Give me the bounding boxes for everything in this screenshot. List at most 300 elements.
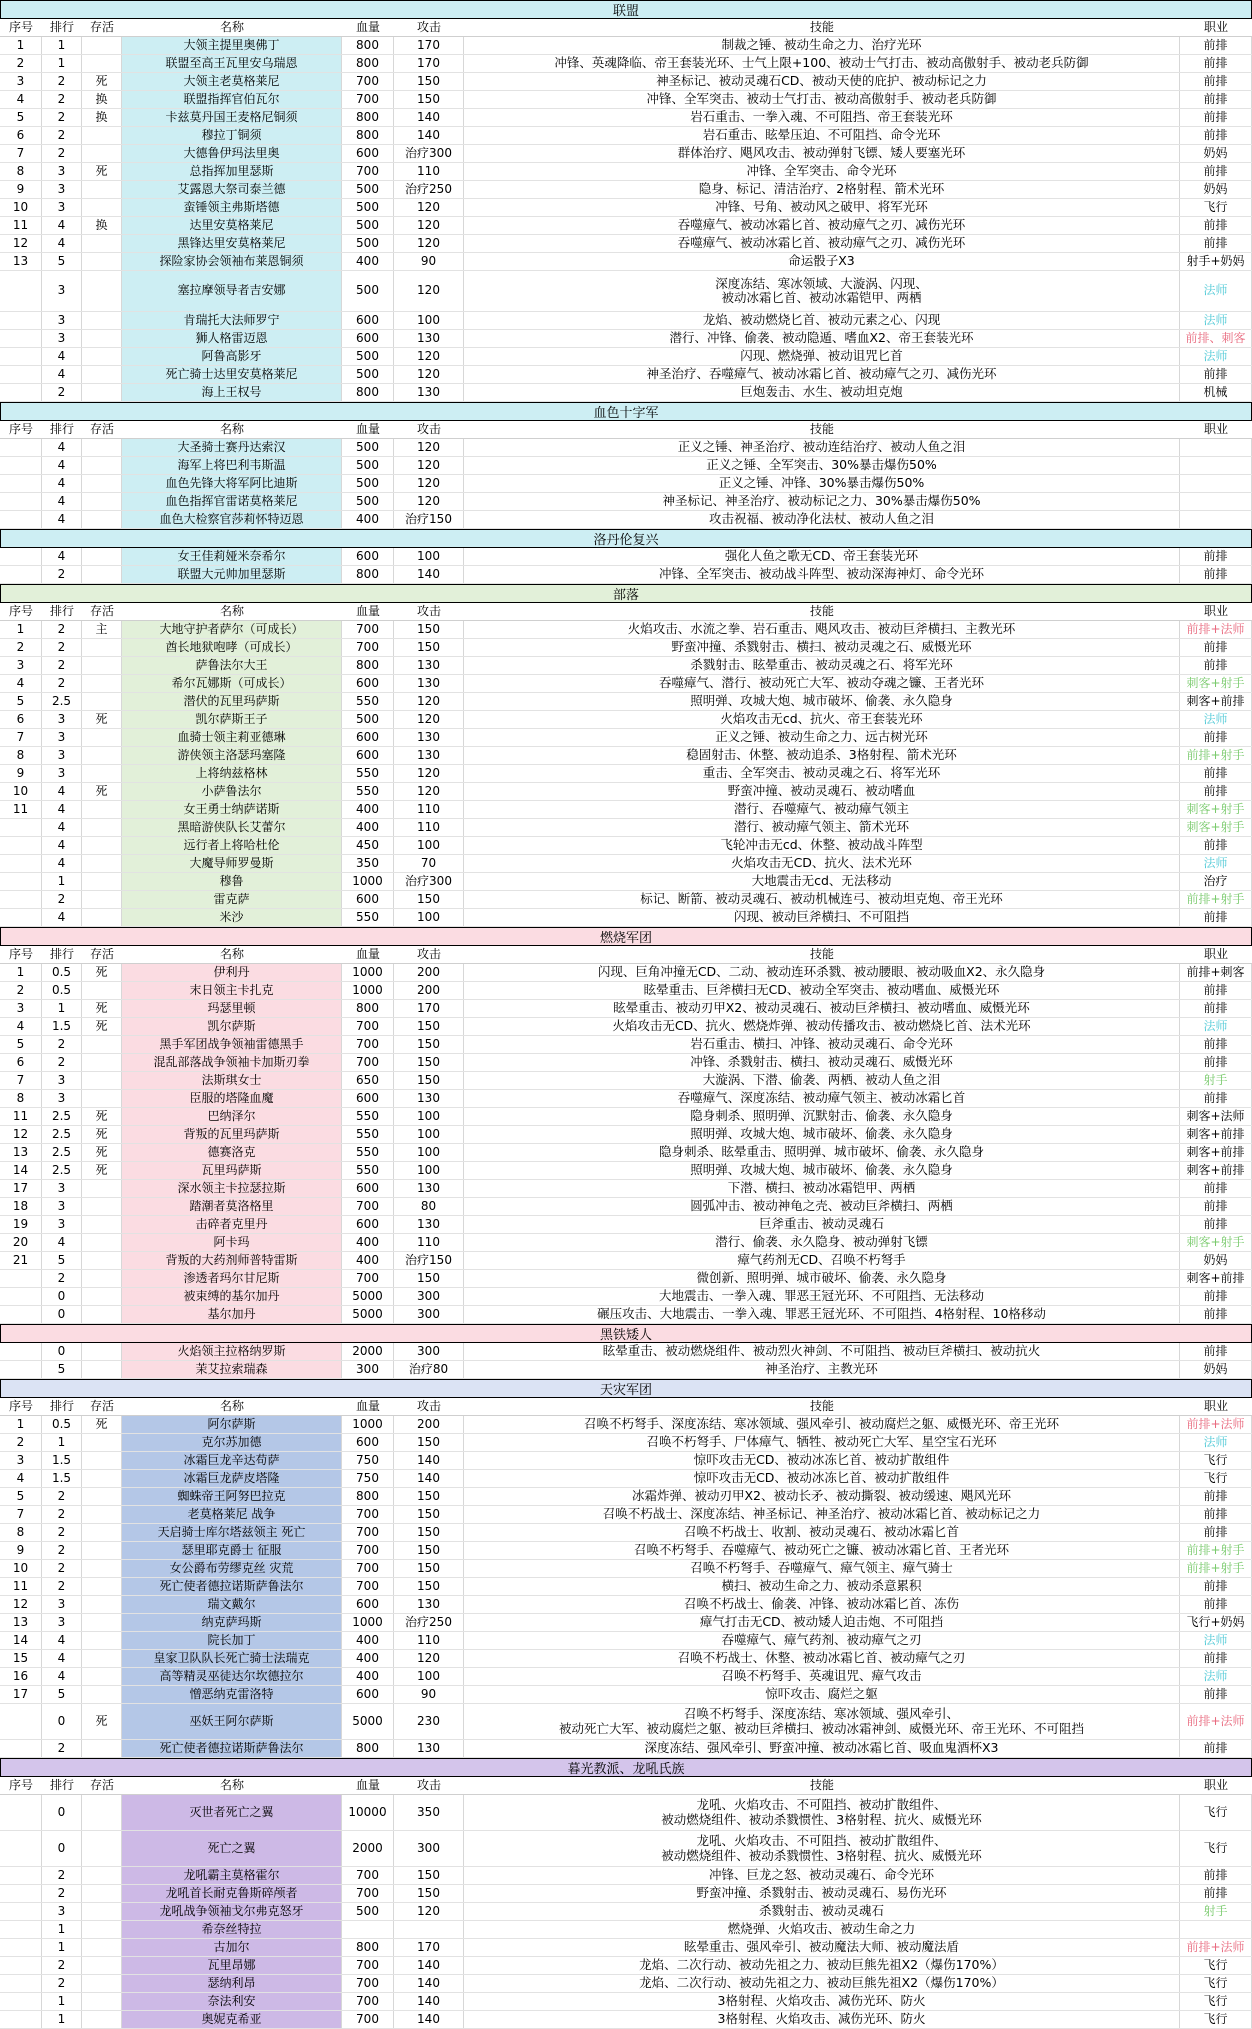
cell-name: 雷克萨 xyxy=(122,891,342,908)
cell-rank: 2 xyxy=(42,675,82,692)
cell-job: 前排 xyxy=(1180,1288,1252,1305)
cell-job: 前排 xyxy=(1180,217,1252,234)
cell-hp: 600 xyxy=(342,1180,394,1197)
cell-skills: 冰霜炸弹、被动刃甲X2、被动长矛、被动撕裂、被动缓速、飓风光环 xyxy=(464,1488,1180,1505)
column-header-hp: 血量 xyxy=(355,1398,380,1413)
cell-rank: 5 xyxy=(42,1252,82,1269)
table-row xyxy=(0,475,1252,493)
cell-number xyxy=(0,1975,42,1992)
cell-attack: 140 xyxy=(394,127,464,144)
cell-hp: 600 xyxy=(342,891,394,908)
table-row xyxy=(0,1542,1252,1560)
cell-rank: 4 xyxy=(42,511,82,528)
cell-attack: 230 xyxy=(394,1704,464,1739)
cell-rank: 4 xyxy=(42,783,82,800)
cell-number: 12 xyxy=(0,1126,42,1143)
cell-skills: 火焰攻击、水流之拳、岩石重击、飓风攻击、被动巨斧横扫、主教光环 xyxy=(464,621,1180,638)
cell-number: 12 xyxy=(0,1596,42,1613)
cell-rank: 0 xyxy=(42,1831,82,1866)
cell-hp: 700 xyxy=(342,1270,394,1287)
cell-job xyxy=(1180,493,1252,510)
cell-rank: 2.5 xyxy=(42,1126,82,1143)
cell-hp: 500 xyxy=(342,366,394,383)
column-header-status: 存活 xyxy=(89,19,114,34)
cell-attack: 150 xyxy=(394,891,464,908)
table-row xyxy=(0,657,1252,675)
table-row xyxy=(0,1288,1252,1306)
section-title: 燃烧军团 xyxy=(599,931,652,946)
cell-status xyxy=(82,982,122,999)
cell-hp: 700 xyxy=(342,1542,394,1559)
cell-status xyxy=(82,366,122,383)
cell-skills: 冲锋、号角、被动风之破甲、将军光环 xyxy=(464,199,1180,216)
cell-name: 奥妮克希亚 xyxy=(122,2011,342,2028)
cell-status xyxy=(82,1578,122,1595)
cell-skills: 召唤不朽战士、偷袭、冲锋、被动冰霜匕首、冻伤 xyxy=(464,1596,1180,1613)
cell-status xyxy=(82,1090,122,1107)
cell-attack: 治疗300 xyxy=(394,873,464,890)
table-row xyxy=(0,384,1252,402)
cell-skills: 闪现、燃烧弹、被动诅咒匕首 xyxy=(464,348,1180,365)
cell-status xyxy=(82,330,122,347)
cell-skills: 杀戮射击、眩晕重击、被动灵魂之石、将军光环 xyxy=(464,657,1180,674)
cell-hp: 600 xyxy=(342,1090,394,1107)
cell-skills: 隐身、标记、清洁治疗、2格射程、箭术光环 xyxy=(464,181,1180,198)
cell-job: 前排 xyxy=(1180,765,1252,782)
column-header-num: 序号 xyxy=(8,19,33,34)
cell-rank: 2 xyxy=(42,127,82,144)
cell-number: 19 xyxy=(0,1216,42,1233)
column-header-status: 存活 xyxy=(89,1777,114,1792)
cell-job: 前排 xyxy=(1180,73,1252,90)
cell-attack: 120 xyxy=(394,348,464,365)
column-header-skills: 技能 xyxy=(809,946,834,961)
cell-attack: 120 xyxy=(394,783,464,800)
cell-rank: 2 xyxy=(42,1975,82,1992)
cell-rank: 0.5 xyxy=(42,964,82,981)
cell-name: 瓦里玛萨斯 xyxy=(122,1162,342,1179)
cell-number xyxy=(0,439,42,456)
cell-job: 飞行 xyxy=(1180,2011,1252,2028)
table-row xyxy=(0,765,1252,783)
cell-hp: 500 xyxy=(342,199,394,216)
cell-hp: 400 xyxy=(342,1650,394,1667)
cell-hp xyxy=(342,1921,394,1938)
cell-hp: 5000 xyxy=(342,1288,394,1305)
cell-attack: 300 xyxy=(394,1831,464,1866)
cell-hp: 10000 xyxy=(342,1795,394,1830)
cell-name: 老莫格莱尼 战争 xyxy=(122,1506,342,1523)
table-row xyxy=(0,1162,1252,1180)
cell-number xyxy=(0,891,42,908)
cell-job: 奶妈 xyxy=(1180,1252,1252,1269)
cell-status xyxy=(82,1632,122,1649)
cell-skills: 冲锋、巨龙之怒、被动灵魂石、命令光环 xyxy=(464,1867,1180,1884)
cell-hp: 800 xyxy=(342,127,394,144)
cell-status xyxy=(82,1198,122,1215)
cell-status xyxy=(82,1036,122,1053)
cell-name: 瑞文戴尔 xyxy=(122,1596,342,1613)
cell-status xyxy=(82,37,122,54)
cell-skills: 强化人鱼之歌无CD、帝王套装光环 xyxy=(464,548,1180,565)
table-row xyxy=(0,1867,1252,1885)
cell-skills: 眩晕重击、巨斧横扫无CD、被动全军突击、被动嗜血、威慑光环 xyxy=(464,982,1180,999)
cell-hp: 350 xyxy=(342,855,394,872)
cell-attack: 300 xyxy=(394,1288,464,1305)
cell-attack: 130 xyxy=(394,1596,464,1613)
cell-job: 前排 xyxy=(1180,982,1252,999)
cell-attack: 110 xyxy=(394,1234,464,1251)
cell-name: 凯尔萨斯王子 xyxy=(122,711,342,728)
cell-number: 8 xyxy=(0,1090,42,1107)
cell-job: 前排 xyxy=(1180,55,1252,72)
cell-attack: 150 xyxy=(394,1542,464,1559)
cell-name: 大魔导师罗曼斯 xyxy=(122,855,342,872)
column-header-status: 存活 xyxy=(89,946,114,961)
cell-status xyxy=(82,55,122,72)
cell-job: 刺客+前排 xyxy=(1180,693,1252,710)
section-title: 血色十字军 xyxy=(593,406,659,421)
cell-name: 远行者上将哈杜伦 xyxy=(122,837,342,854)
cell-number xyxy=(0,457,42,474)
table-row xyxy=(0,566,1252,584)
cell-rank: 0 xyxy=(42,1288,82,1305)
cell-job: 前排 xyxy=(1180,548,1252,565)
table-row xyxy=(0,1036,1252,1054)
cell-number: 4 xyxy=(0,675,42,692)
cell-hp: 550 xyxy=(342,765,394,782)
cell-rank: 4 xyxy=(42,801,82,818)
cell-hp: 600 xyxy=(342,1434,394,1451)
cell-name: 凯尔萨斯 xyxy=(122,1018,342,1035)
cell-job xyxy=(1180,457,1252,474)
table-row xyxy=(0,1416,1252,1434)
cell-attack: 200 xyxy=(394,1416,464,1433)
cell-attack: 140 xyxy=(394,109,464,126)
cell-attack: 150 xyxy=(394,1506,464,1523)
table-row xyxy=(0,1488,1252,1506)
table-row xyxy=(0,1198,1252,1216)
cell-number xyxy=(0,330,42,347)
cell-rank: 2 xyxy=(42,891,82,908)
cell-attack: 170 xyxy=(394,55,464,72)
table-row xyxy=(0,1524,1252,1542)
cell-status xyxy=(82,729,122,746)
cell-rank: 4 xyxy=(42,1234,82,1251)
table-row xyxy=(0,1054,1252,1072)
column-header-row xyxy=(0,603,1252,621)
cell-name: 游侠领主洛瑟玛塞隆 xyxy=(122,747,342,764)
cell-job: 刺客+射手 xyxy=(1180,675,1252,692)
cell-job: 前排 xyxy=(1180,37,1252,54)
cell-rank: 1 xyxy=(42,55,82,72)
table-row xyxy=(0,639,1252,657)
cell-hp: 2000 xyxy=(342,1831,394,1866)
cell-job: 治疗 xyxy=(1180,873,1252,890)
cell-hp: 550 xyxy=(342,1126,394,1143)
cell-attack: 130 xyxy=(394,675,464,692)
table-row xyxy=(0,1452,1252,1470)
cell-name: 希奈丝特拉 xyxy=(122,1921,342,1938)
cell-number xyxy=(0,1921,42,1938)
cell-skills: 照明弹、攻城大炮、城市破坏、偷袭、永久隐身 xyxy=(464,1162,1180,1179)
cell-attack: 治疗150 xyxy=(394,511,464,528)
cell-number xyxy=(0,384,42,401)
cell-name: 玛瑟里顿 xyxy=(122,1000,342,1017)
cell-status xyxy=(82,199,122,216)
cell-number xyxy=(0,1831,42,1866)
cell-job: 前排 xyxy=(1180,235,1252,252)
cell-job: 法师 xyxy=(1180,1632,1252,1649)
table-row xyxy=(0,271,1252,312)
cell-number: 17 xyxy=(0,1686,42,1703)
cell-attack: 120 xyxy=(394,366,464,383)
cell-name: 高等精灵巫徒达尔坎德拉尔 xyxy=(122,1668,342,1685)
cell-skills: 岩石重击、一拳入魂、不可阻挡、帝王套装光环 xyxy=(464,109,1180,126)
cell-rank: 2 xyxy=(42,1270,82,1287)
cell-name: 蛮锤领主弗斯塔德 xyxy=(122,199,342,216)
cell-rank: 2 xyxy=(42,1054,82,1071)
cell-name: 海上王权号 xyxy=(122,384,342,401)
cell-hp: 700 xyxy=(342,1578,394,1595)
cell-rank: 3 xyxy=(42,765,82,782)
cell-skills: 隐身刺杀、眩晕重击、照明弹、城市破坏、偷袭、永久隐身 xyxy=(464,1144,1180,1161)
cell-rank: 0 xyxy=(42,1306,82,1323)
table-row xyxy=(0,675,1252,693)
cell-number: 11 xyxy=(0,1108,42,1125)
cell-number xyxy=(0,873,42,890)
column-header-job: 职业 xyxy=(1203,946,1228,961)
cell-attack: 80 xyxy=(394,1198,464,1215)
cell-rank: 5 xyxy=(42,1686,82,1703)
cell-job xyxy=(1180,475,1252,492)
cell-name: 萨鲁法尔大王 xyxy=(122,657,342,674)
cell-skills: 龙吼、火焰攻击、不可阻挡、被动扩散组件、 被动燃烧组件、被动杀戮惯性、3格射程、抗火、威慑光环 xyxy=(464,1831,1180,1866)
cell-attack: 100 xyxy=(394,1668,464,1685)
cell-name: 酋长地狱咆哮（可成长） xyxy=(122,639,342,656)
cell-name: 龙吼首长耐克鲁斯碎颅者 xyxy=(122,1885,342,1902)
cell-hp: 700 xyxy=(342,1018,394,1035)
cell-status xyxy=(82,1361,122,1378)
column-header-rank: 排行 xyxy=(49,19,74,34)
cell-job: 射手+奶妈 xyxy=(1180,253,1252,270)
table-row xyxy=(0,873,1252,891)
cell-job: 法师 xyxy=(1180,711,1252,728)
cell-attack: 170 xyxy=(394,1000,464,1017)
cell-number xyxy=(0,348,42,365)
cell-hp: 600 xyxy=(342,548,394,565)
table-row xyxy=(0,439,1252,457)
cell-skills: 龙焰、二次行动、被动先祖之力、被动巨熊先祖X2（爆伤170%） xyxy=(464,1975,1180,1992)
cell-attack: 150 xyxy=(394,639,464,656)
column-header-atk: 攻击 xyxy=(416,1398,441,1413)
cell-attack: 200 xyxy=(394,982,464,999)
cell-job: 前排 xyxy=(1180,163,1252,180)
section-banner xyxy=(0,584,1252,603)
cell-hp: 450 xyxy=(342,837,394,854)
cell-name: 黑暗游侠队长艾蕾尔 xyxy=(122,819,342,836)
cell-status xyxy=(82,873,122,890)
table-row xyxy=(0,181,1252,199)
cell-hp: 1000 xyxy=(342,1614,394,1631)
column-header-status: 存活 xyxy=(89,603,114,618)
table-row xyxy=(0,819,1252,837)
table-row xyxy=(0,747,1252,765)
cell-attack: 150 xyxy=(394,1434,464,1451)
cell-status xyxy=(82,1831,122,1866)
cell-attack: 150 xyxy=(394,1072,464,1089)
cell-job: 飞行 xyxy=(1180,1957,1252,1974)
cell-rank: 0 xyxy=(42,1795,82,1830)
cell-job: 射手 xyxy=(1180,1903,1252,1920)
table-row xyxy=(0,1993,1252,2011)
cell-name: 火焰领主拉格纳罗斯 xyxy=(122,1343,342,1360)
cell-name: 卡兹莫丹国王麦格尼铜须 xyxy=(122,109,342,126)
cell-name: 伊利丹 xyxy=(122,964,342,981)
cell-status: 死 xyxy=(82,783,122,800)
cell-rank: 2.5 xyxy=(42,1144,82,1161)
cell-job: 法师 xyxy=(1180,855,1252,872)
cell-attack: 130 xyxy=(394,729,464,746)
cell-skills: 下潜、横扫、被动冰霜铠甲、两栖 xyxy=(464,1180,1180,1197)
cell-rank: 3 xyxy=(42,729,82,746)
column-header-num: 序号 xyxy=(8,946,33,961)
cell-rank: 2 xyxy=(42,73,82,90)
cell-number: 18 xyxy=(0,1198,42,1215)
cell-status xyxy=(82,127,122,144)
cell-status xyxy=(82,639,122,656)
cell-number: 2 xyxy=(0,639,42,656)
cell-skills: 3格射程、火焰攻击、减伤光环、防火 xyxy=(464,1993,1180,2010)
table-row xyxy=(0,235,1252,253)
cell-rank: 0 xyxy=(42,1343,82,1360)
cell-name: 穆拉丁铜须 xyxy=(122,127,342,144)
table-row xyxy=(0,312,1252,330)
section-banner xyxy=(0,0,1252,19)
cell-number xyxy=(0,548,42,565)
cell-skills: 惊吓攻击、腐烂之躯 xyxy=(464,1686,1180,1703)
cell-skills: 冲锋、全军突击、被动战斗阵型、被动深海神灯、命令光环 xyxy=(464,566,1180,583)
cell-job: 前排 xyxy=(1180,109,1252,126)
cell-rank: 5 xyxy=(42,253,82,270)
table-row xyxy=(0,1686,1252,1704)
cell-number: 3 xyxy=(0,73,42,90)
cell-number xyxy=(0,1993,42,2010)
cell-name: 瓦里昂娜 xyxy=(122,1957,342,1974)
cell-number: 1 xyxy=(0,621,42,638)
cell-job: 飞行 xyxy=(1180,1470,1252,1487)
cell-skills: 潜行、被动瘴气领主、箭术光环 xyxy=(464,819,1180,836)
cell-number xyxy=(0,1361,42,1378)
table-row xyxy=(0,73,1252,91)
cell-name: 渗透者玛尔甘尼斯 xyxy=(122,1270,342,1287)
table-row xyxy=(0,801,1252,819)
cell-hp: 650 xyxy=(342,1072,394,1089)
cell-number: 5 xyxy=(0,1036,42,1053)
cell-rank: 0.5 xyxy=(42,1416,82,1433)
cell-attack: 150 xyxy=(394,1524,464,1541)
table-row xyxy=(0,1560,1252,1578)
cell-rank: 4 xyxy=(42,493,82,510)
table-row xyxy=(0,109,1252,127)
cell-status: 死 xyxy=(82,1162,122,1179)
table-row xyxy=(0,1668,1252,1686)
cell-rank: 4 xyxy=(42,548,82,565)
table-row xyxy=(0,1000,1252,1018)
table-row xyxy=(0,1578,1252,1596)
cell-rank: 2 xyxy=(42,1560,82,1577)
cell-skills: 大地震击、一拳入魂、罪恶王冠光环、不可阻挡、无法移动 xyxy=(464,1288,1180,1305)
table-row xyxy=(0,163,1252,181)
cell-rank: 4 xyxy=(42,475,82,492)
cell-name: 冰霜巨龙萨皮塔隆 xyxy=(122,1470,342,1487)
table-row xyxy=(0,1072,1252,1090)
table-row xyxy=(0,1740,1252,1758)
cell-skills: 神圣治疗、吞噬瘴气、被动冰霜匕首、被动瘴气之刃、减伤光环 xyxy=(464,366,1180,383)
cell-attack: 150 xyxy=(394,73,464,90)
cell-name: 米沙 xyxy=(122,909,342,926)
cell-status: 死 xyxy=(82,73,122,90)
cell-number xyxy=(0,1270,42,1287)
cell-job: 飞行 xyxy=(1180,1795,1252,1830)
cell-number: 10 xyxy=(0,1560,42,1577)
cell-attack xyxy=(394,1921,464,1938)
cell-hp: 500 xyxy=(342,181,394,198)
cell-rank: 2.5 xyxy=(42,693,82,710)
cell-attack: 治疗150 xyxy=(394,1252,464,1269)
table-row xyxy=(0,199,1252,217)
cell-name: 女公爵布劳缪克丝 灾荒 xyxy=(122,1560,342,1577)
cell-skills: 惊吓攻击无CD、被动冰冻匕首、被动扩散组件 xyxy=(464,1470,1180,1487)
cell-job: 前排、刺客 xyxy=(1180,330,1252,347)
cell-name: 大领主老莫格莱尼 xyxy=(122,73,342,90)
cell-number: 5 xyxy=(0,1488,42,1505)
cell-hp: 550 xyxy=(342,1144,394,1161)
cell-status xyxy=(82,675,122,692)
cell-rank: 1 xyxy=(42,37,82,54)
column-header-atk: 攻击 xyxy=(416,603,441,618)
cell-skills: 冲锋、杀戮射击、横扫、被动灵魂石、威慑光环 xyxy=(464,1054,1180,1071)
cell-attack: 120 xyxy=(394,217,464,234)
cell-rank: 4 xyxy=(42,837,82,854)
cell-status xyxy=(82,1470,122,1487)
cell-number: 16 xyxy=(0,1668,42,1685)
cell-number: 6 xyxy=(0,127,42,144)
cell-name: 天启骑士库尔塔兹领主 死亡 xyxy=(122,1524,342,1541)
cell-hp: 800 xyxy=(342,1939,394,1956)
cell-skills: 眩晕重击、被动刃甲X2、被动灵魂石、被动巨斧横扫、被动嗜血、威慑光环 xyxy=(464,1000,1180,1017)
column-header-rank: 排行 xyxy=(49,946,74,961)
cell-status xyxy=(82,457,122,474)
cell-attack: 150 xyxy=(394,1885,464,1902)
cell-rank: 1 xyxy=(42,1000,82,1017)
cell-job: 前排 xyxy=(1180,1650,1252,1667)
cell-job: 前排 xyxy=(1180,366,1252,383)
cell-rank: 5 xyxy=(42,1361,82,1378)
cell-attack: 治疗80 xyxy=(394,1361,464,1378)
cell-name: 联盟指挥官伯瓦尔 xyxy=(122,91,342,108)
cell-hp: 600 xyxy=(342,312,394,329)
cell-name: 上将纳兹格林 xyxy=(122,765,342,782)
cell-attack: 100 xyxy=(394,548,464,565)
cell-hp: 500 xyxy=(342,271,394,311)
cell-job: 前排 xyxy=(1180,639,1252,656)
cell-hp: 500 xyxy=(342,217,394,234)
cell-skills: 召唤不朽弩手、吞噬瘴气、被动死亡之镰、被动冰霜匕首、王者光环 xyxy=(464,1542,1180,1559)
cell-status: 死 xyxy=(82,1126,122,1143)
column-header-num: 序号 xyxy=(8,603,33,618)
table-row xyxy=(0,909,1252,927)
